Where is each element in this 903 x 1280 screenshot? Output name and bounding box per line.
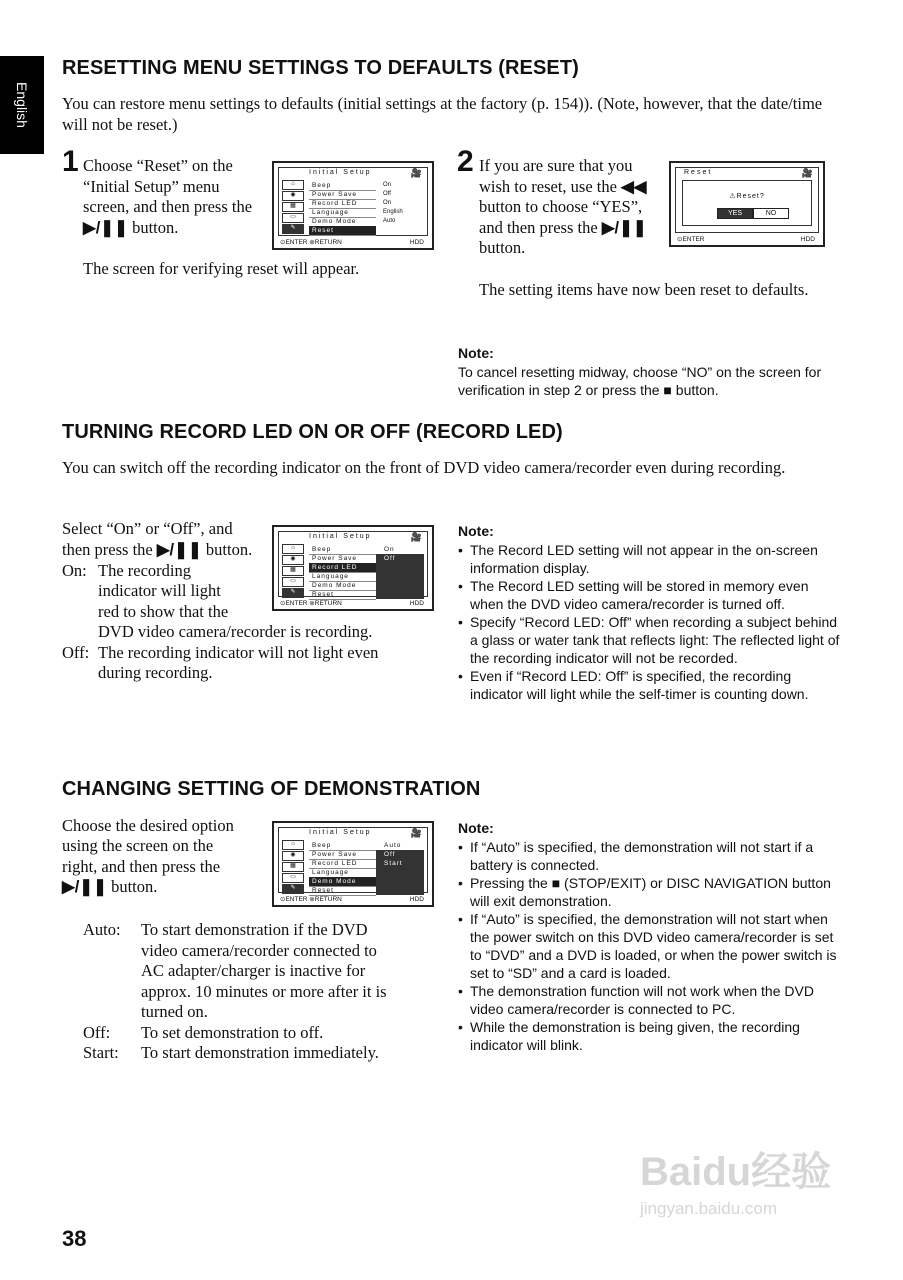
hdd-indicator: HDD [409,600,424,607]
menu-title: Initial Setup [309,169,372,176]
camera-mode-icon: ⌂ [282,840,304,850]
camera-icon: 🎥 [410,828,422,838]
option-auto-desc [141,920,441,1023]
menu-row-beep[interactable]: Beep [309,841,376,851]
note-item: • The Record LED setting will be stored in memory even when the DVD video camera/recorder is turned off. [470,577,842,613]
page-number: 38 [62,1226,87,1251]
reset-footer [675,234,819,245]
rewind-icon: ◀◀ [621,177,647,196]
camera-mode-icon: ⌂ [282,180,304,190]
menu-row-power-save[interactable]: Power Save [309,554,376,564]
play-pause-icon: ▶/❚❚ [62,878,107,896]
option-off[interactable]: Off [384,851,396,858]
menu-row-reset[interactable]: Reset [309,590,376,600]
off-text-1: The recording indicator will not light even [98,643,379,662]
demo-mode-screen [272,821,434,907]
menu-row-beep[interactable]: Beep [309,181,376,191]
note-item: • Pressing the ■ (STOP/EXIT) or DISC NAVIGATION button will exit demonstration. [470,874,842,910]
record-led-screen [272,525,434,611]
menu-row-power-save[interactable]: Power Save [309,850,376,860]
option-start-label: Start: [83,1043,119,1062]
enter-hint: ⊙ENTER ⊚RETURN [280,600,342,607]
demo-heading: CHANGING SETTING OF DEMONSTRATION [62,778,481,800]
hdd-indicator: HDD [409,239,424,246]
option-auto[interactable]: Auto [376,841,424,850]
note-item: • If “Auto” is specified, the demonstration will not start when the power switch on this DVD video camera/recorder is set to “DVD” and a DVD is loaded, or when the power switch is set to “SD” and a card is loaded. [470,910,842,982]
step-1-text [83,156,265,238]
menu-panel [278,531,428,597]
step-2-instruction-mid: button to choose “YES”, and then press the [479,197,643,237]
step-2-number: 2 [457,145,474,178]
note-title: Note: [458,523,494,539]
on-text-4: DVD video camera/recorder is recording. [98,622,373,641]
yes-button[interactable]: YES [717,208,753,219]
menu-row-demo-mode[interactable]: Demo Mode [309,581,376,591]
demo-line-1: Choose the desired option [62,816,234,835]
menu-panel [278,827,428,893]
demo-line-2: using the screen on the [62,836,214,855]
record-led-line-1: Select “On” or “Off”, and [62,519,233,538]
grid-icon: ▦ [282,202,304,212]
record-led-line-2-text: then press the [62,540,153,559]
desc-line: turned on. [141,1002,208,1021]
option-start-desc: To start demonstration immediately. [141,1043,379,1062]
note-item: • The Record LED setting will not appear in the on-screen information display. [470,541,842,577]
warning-icon: ⚠ [729,193,737,200]
reset-confirm-screen [669,161,825,247]
option-auto-label: Auto: [83,920,121,939]
on-text-3: red to show that the [98,602,229,621]
option-start[interactable]: Start [384,860,403,867]
desc-line: AC adapter/charger is inactive for [141,961,366,980]
enter-hint: ⊙ENTER ⊚RETURN [280,239,342,246]
menu-row-record-led[interactable]: Record LED [309,859,376,869]
step-1-number: 1 [62,145,79,178]
note-item: • The demonstration function will not work when the DVD video camera/recorder is connected to PC. [470,982,842,1018]
demo-line-3: right, and then press the [62,857,221,876]
value-language: English [383,209,403,215]
menu-row-language[interactable]: Language [309,208,376,218]
value-beep: On [383,182,392,188]
menu-title: Initial Setup [309,829,372,836]
step-2-result: The setting items have now been reset to defaults. [479,280,809,299]
option-list [376,841,424,895]
reset-question-text: Reset? [736,193,765,200]
menu-footer [278,598,428,609]
disc-icon: ▭ [282,577,304,587]
disc-icon: ▭ [282,873,304,883]
option-list [376,545,424,599]
step-2-instruction: If you are sure that you wish to reset, use the [479,156,633,196]
option-off-desc: To set demonstration to off. [141,1023,324,1042]
off-label: Off: [62,643,90,662]
enter-hint: ⊙ENTER ⊚RETURN [280,896,342,903]
value-power-save: Off [383,191,391,197]
wrench-icon: ✎ [282,224,304,234]
record-led-line-2-end: button. [205,540,253,559]
menu-row-record-led[interactable]: Record LED [309,563,376,573]
eye-icon: ◉ [282,555,304,565]
camera-mode-icon: ⌂ [282,544,304,554]
language-tab-label: English [14,82,30,128]
menu-icon-column [282,544,304,599]
hdd-indicator: HDD [409,896,424,903]
enter-hint: ⊙ENTER [677,236,705,243]
menu-footer [278,237,428,248]
baidu-watermark [640,1140,831,1219]
watermark-url: jingyan.baidu.com [640,1199,778,1218]
reset-intro: You can restore menu settings to defaults (initial settings at the factory (p. 154)). (Note, however, that the date/time will not be reset.) [62,94,823,134]
menu-row-beep[interactable]: Beep [309,545,376,555]
menu-row-language[interactable]: Language [309,572,376,582]
on-text-2: indicator will light [98,581,221,600]
record-led-line-2 [62,540,252,561]
demo-line-4 [62,877,157,898]
wrench-icon: ✎ [282,884,304,894]
reset-title: Reset [684,169,713,176]
menu-row-reset[interactable]: Reset [309,226,376,236]
wrench-icon: ✎ [282,588,304,598]
menu-row-power-save[interactable]: Power Save [309,190,376,200]
initial-setup-screen [272,161,434,250]
note-item: • While the demonstration is being given, the recording indicator will blink. [470,1018,842,1054]
menu-row-demo-mode[interactable]: Demo Mode [309,217,376,227]
demo-notes [458,838,842,1054]
camera-icon: 🎥 [801,168,813,178]
play-pause-icon: ▶/❚❚ [156,541,202,559]
play-pause-icon: ▶/❚❚ [83,218,128,237]
note-title: Note: [458,345,494,361]
value-demo-mode: Auto [383,218,396,224]
step-1-instruction-end: button. [132,217,179,237]
step-1-result: The screen for verifying reset will appear. [83,259,360,278]
menu-row-language[interactable]: Language [309,868,376,878]
no-button[interactable]: NO [753,208,789,219]
disc-icon: ▭ [282,213,304,223]
menu-row-record-led[interactable]: Record LED [309,199,376,209]
desc-line: To start demonstration if the DVD [141,920,368,939]
grid-icon: ▦ [282,566,304,576]
demo-line-4-text: button. [111,877,158,896]
step-1-instruction: Choose “Reset” on the “Initial Setup” menu screen, and then press the [83,156,253,216]
menu-row-reset[interactable]: Reset [309,886,376,896]
reset-panel [675,167,819,233]
note-title: Note: [458,820,494,836]
off-text-2: during recording. [98,663,213,682]
desc-line: approx. 10 minutes or more after it is [141,981,387,1001]
hdd-indicator: HDD [800,236,815,243]
record-led-intro: You can switch off the recording indicator on the front of DVD video camera/recorder even during recording. [62,458,786,477]
menu-row-demo-mode[interactable]: Demo Mode [309,877,376,887]
reset-question [683,192,811,200]
option-on[interactable]: On [376,545,424,554]
on-text-1: The recording [98,561,191,580]
on-label: On: [62,561,87,580]
play-pause-icon: ▶/❚❚ [601,218,647,237]
menu-icon-column [282,840,304,895]
camera-icon: 🎥 [410,168,422,178]
menu-footer [278,894,428,905]
option-off-label: Off: [83,1023,111,1042]
note-item: • If “Auto” is specified, the demonstration will not start if a battery is connected. [470,838,842,874]
record-led-notes [458,541,842,703]
menu-title: Initial Setup [309,533,372,540]
grid-icon: ▦ [282,862,304,872]
value-record-led: On [383,200,392,206]
desc-line: video camera/recorder connected to [141,940,377,960]
reset-heading: RESETTING MENU SETTINGS TO DEFAULTS (RESET) [62,57,579,79]
step-2-text [479,156,661,259]
note-item: • Even if “Record LED: Off” is specified, the recording indicator will light while the self-timer is counting down. [470,667,842,703]
eye-icon: ◉ [282,191,304,201]
menu-icon-column [282,180,304,235]
eye-icon: ◉ [282,851,304,861]
reset-dialog [682,180,812,226]
camera-icon: 🎥 [410,532,422,542]
language-tab [0,56,44,154]
note-item: • Specify “Record LED: Off” when recording a subject behind a glass or water tank that reflects light: The reflected light of the recording indicator will not be recorded. [470,613,842,667]
option-off[interactable]: Off [384,555,396,562]
record-led-heading: TURNING RECORD LED ON OR OFF (RECORD LED) [62,421,563,443]
watermark-brand: Baidu经验 [640,1150,832,1194]
step-2-instruction-end: button. [479,238,526,257]
reset-note: To cancel resetting midway, choose “NO” on the screen for verification in step 2 or press the ■ button. [458,364,822,398]
menu-panel [278,167,428,236]
